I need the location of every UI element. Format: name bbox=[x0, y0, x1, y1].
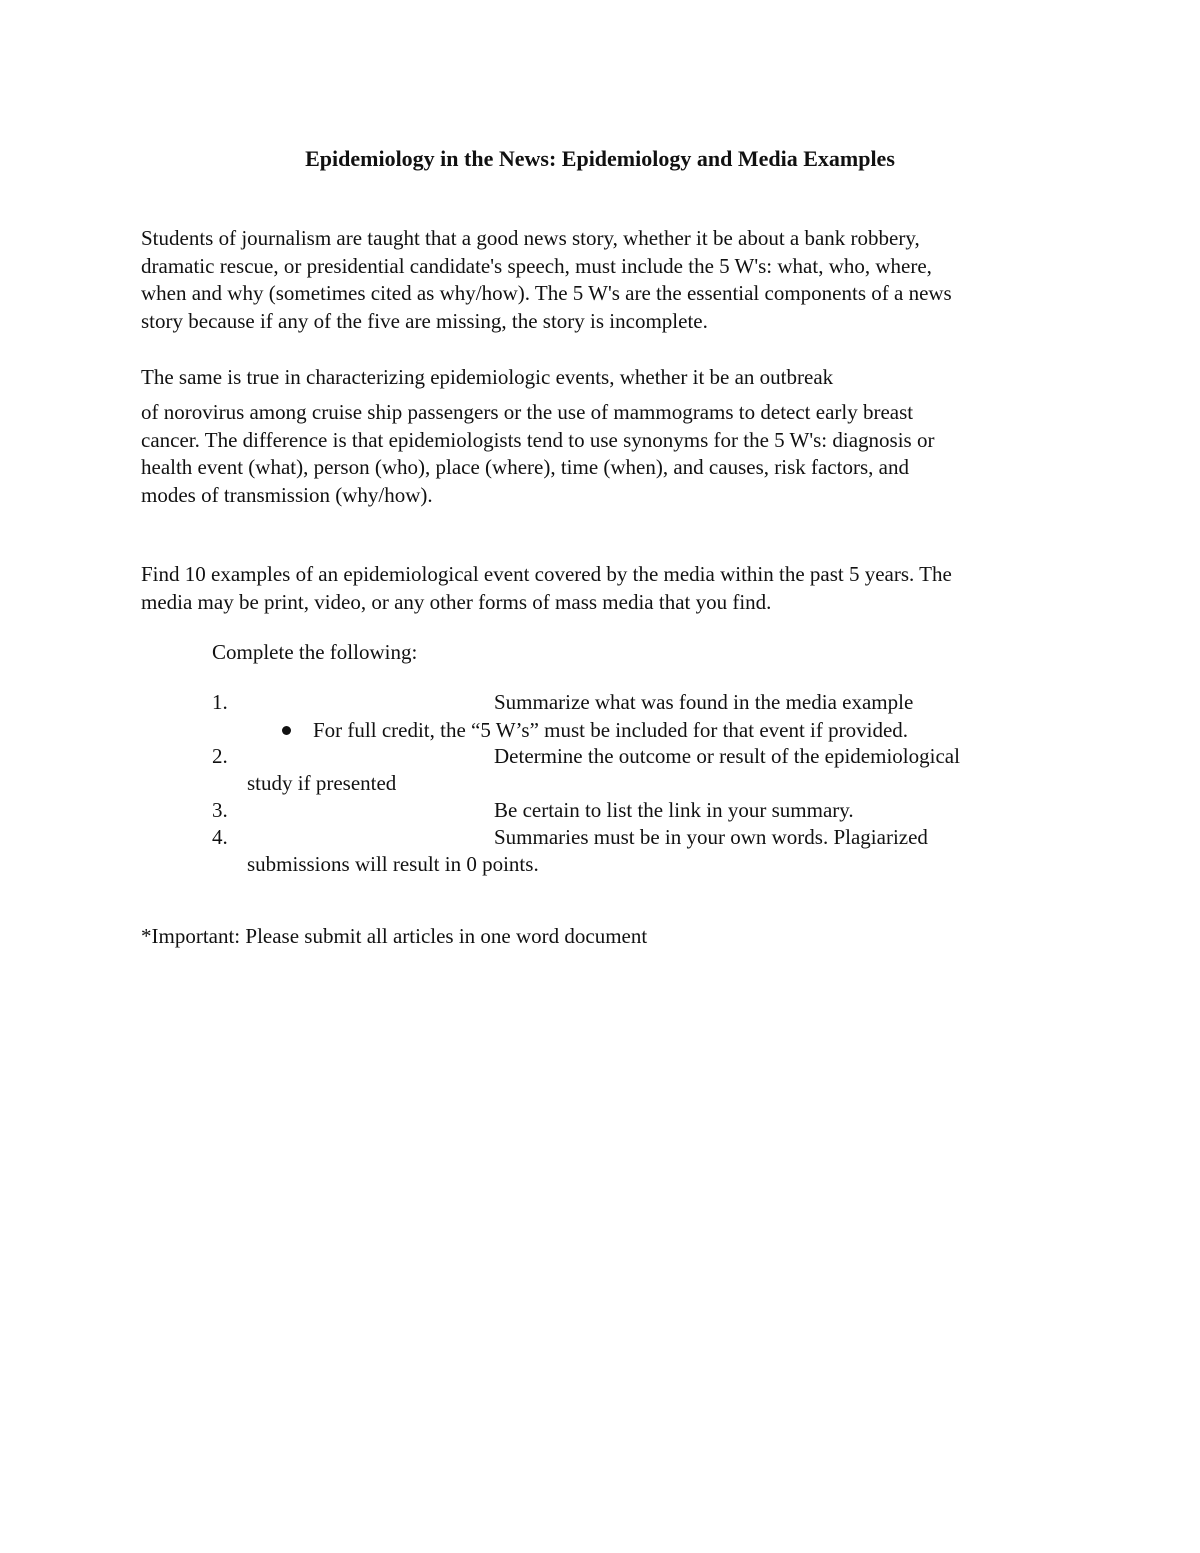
find-line: Find 10 examples of an epidemiological event covered by the media within the past 5 years. The bbox=[141, 562, 952, 586]
list-text: Summarize what was found in the media example bbox=[494, 690, 914, 714]
list-text: Summaries must be in your own words. Plagiarized bbox=[494, 825, 928, 849]
list-continuation: study if presented bbox=[247, 771, 397, 795]
list-item bbox=[0, 743, 1200, 799]
same-line: of norovirus among cruise ship passengers or the use of mammograms to detect early breast bbox=[141, 400, 914, 424]
find-paragraph bbox=[141, 561, 1071, 616]
list-item bbox=[0, 824, 1200, 880]
important-note: *Important: Please submit all articles in one word document bbox=[141, 924, 648, 948]
same-line: modes of transmission (why/how). bbox=[141, 482, 433, 507]
find-line: media may be print, video, or any other forms of mass media that you find. bbox=[141, 589, 772, 614]
same-line: health event (what), person (who), place (where), time (when), and causes, risk factors, and bbox=[141, 455, 909, 479]
same-line: The same is true in characterizing epidemiologic events, whether it be an outbreak bbox=[141, 365, 834, 389]
list-continuation: submissions will result in 0 points. bbox=[247, 852, 539, 876]
bullet-item bbox=[282, 716, 908, 744]
list-text: Be certain to list the link in your summary. bbox=[494, 798, 854, 822]
document-title: Epidemiology in the News: Epidemiology and Media Examples bbox=[305, 146, 895, 171]
intro-line: Students of journalism are taught that a good news story, whether it be about a bank robbery, bbox=[141, 226, 920, 250]
same-line: cancer. The difference is that epidemiologists tend to use synonyms for the 5 W's: diagnosis or bbox=[141, 427, 935, 452]
intro-line: story because if any of the five are missing, the story is incomplete. bbox=[141, 308, 708, 333]
same-paragraph-first-line bbox=[141, 364, 1071, 392]
intro-line: when and why (sometimes cited as why/how). The 5 W's are the essential components of a news bbox=[141, 281, 952, 305]
intro-line: dramatic rescue, or presidential candidate's speech, must include the 5 W's: what, who, where, bbox=[141, 253, 932, 278]
list-number: 1. bbox=[212, 690, 228, 714]
list-item bbox=[0, 797, 1200, 825]
list-text: Determine the outcome or result of the epidemiological bbox=[494, 744, 960, 768]
complete-label: Complete the following: bbox=[212, 640, 418, 664]
bullet-icon bbox=[282, 726, 291, 735]
list-number: 3. bbox=[212, 798, 228, 822]
intro-paragraph bbox=[141, 225, 1071, 335]
list-item bbox=[0, 689, 1200, 717]
list-number: 2. bbox=[212, 744, 228, 768]
list-number: 4. bbox=[212, 825, 228, 849]
same-paragraph bbox=[141, 399, 1071, 509]
bullet-text: For full credit, the “5 W’s” must be included for that event if provided. bbox=[313, 718, 909, 742]
